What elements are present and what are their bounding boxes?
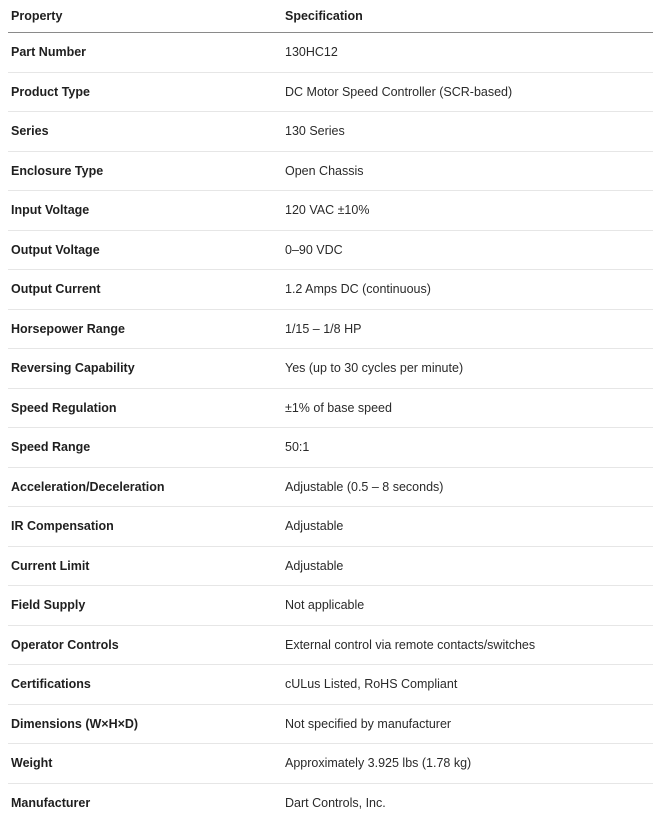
row-value: Adjustable	[282, 507, 653, 547]
row-value: Adjustable	[282, 546, 653, 586]
row-value: Not specified by manufacturer	[282, 704, 653, 744]
row-property: Input Voltage	[8, 191, 282, 231]
row-property: Manufacturer	[11, 795, 91, 810]
row-property: Operator Controls	[8, 625, 282, 665]
table-row	[8, 704, 653, 744]
row-property: Current Limit	[8, 546, 282, 586]
row-property: IR Compensation	[8, 507, 282, 547]
table-row	[8, 428, 653, 468]
header-row	[8, 0, 653, 33]
table-row	[8, 665, 653, 705]
row-value: 130HC12	[282, 33, 653, 73]
row-value: 130 Series	[282, 112, 653, 152]
row-value: Dart Controls, Inc.	[285, 795, 386, 810]
row-property: Speed Regulation	[8, 388, 282, 428]
row-property: Speed Range	[8, 428, 282, 468]
table-row	[8, 546, 653, 586]
table-row	[8, 507, 653, 547]
table-row	[8, 467, 653, 507]
row-property: Field Supply	[8, 586, 282, 626]
table-row	[8, 388, 653, 428]
table-row	[8, 191, 653, 231]
table-row	[8, 744, 653, 784]
table-header	[8, 0, 653, 33]
table-row	[8, 586, 653, 626]
row-value: Open Chassis	[282, 151, 653, 191]
header-property: Property	[8, 0, 282, 33]
row-value: Not applicable	[282, 586, 653, 626]
row-value: 1/15 – 1/8 HP	[282, 309, 653, 349]
row-property: Weight	[8, 744, 282, 784]
row-value: cULus Listed, RoHS Compliant	[282, 665, 653, 705]
header-specification: Specification	[282, 0, 653, 33]
row-value: Yes (up to 30 cycles per minute)	[282, 349, 653, 389]
row-property: Series	[8, 112, 282, 152]
row-value: Adjustable (0.5 – 8 seconds)	[282, 467, 653, 507]
row-value: 50:1	[282, 428, 653, 468]
table-row	[8, 72, 653, 112]
row-property: Part Number	[8, 33, 282, 73]
table-row	[8, 270, 653, 310]
row-value: Approximately 3.925 lbs (1.78 kg)	[282, 744, 653, 784]
row-value: External control via remote contacts/switches	[282, 625, 653, 665]
table-row	[8, 230, 653, 270]
row-property: Output Voltage	[8, 230, 282, 270]
table-row	[8, 349, 653, 389]
row-property: Horsepower Range	[8, 309, 282, 349]
row-property: Dimensions (W×H×D)	[8, 704, 282, 744]
table-row	[8, 783, 653, 822]
table-row	[8, 33, 653, 73]
row-value: ±1% of base speed	[282, 388, 653, 428]
row-property: Reversing Capability	[8, 349, 282, 389]
row-value: 0–90 VDC	[282, 230, 653, 270]
row-value: 1.2 Amps DC (continuous)	[282, 270, 653, 310]
row-property: Enclosure Type	[8, 151, 282, 191]
table-row	[8, 625, 653, 665]
spec-table	[8, 0, 653, 822]
table-row	[8, 112, 653, 152]
row-property: Output Current	[8, 270, 282, 310]
row-value: DC Motor Speed Controller (SCR-based)	[282, 72, 653, 112]
table-row	[8, 309, 653, 349]
table-row	[8, 151, 653, 191]
row-value: 120 VAC ±10%	[282, 191, 653, 231]
row-property: Certifications	[8, 665, 282, 705]
table-body	[8, 33, 653, 823]
row-property: Product Type	[8, 72, 282, 112]
row-property: Acceleration/Deceleration	[8, 467, 282, 507]
